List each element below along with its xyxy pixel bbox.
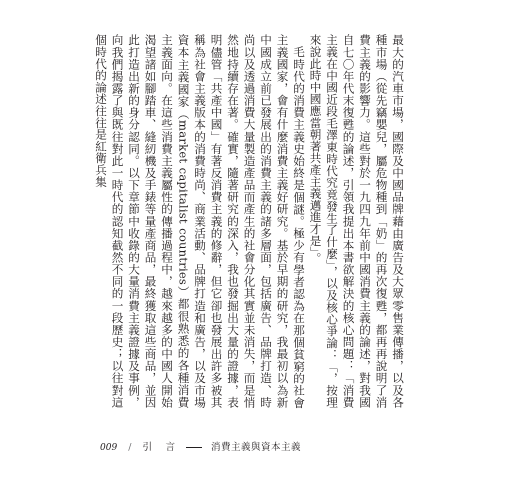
section-label: 引 言 [142,442,177,453]
footer-dash-rule [186,447,202,448]
running-title: 消費主義與資本主義 [211,442,302,453]
body-text-column-block [94,34,406,408]
paragraph: 毛時代的消費主義史始終是個謎。極少有學者認為在那個貧窮的社會主義國家，會有什麼消費主義好研究。基於早期的研究，我最初以為新中國成立前已發展出的消費主義的諸多層面，包括廣告、品牌打造、時尚以及透過消費大量製造產品而產生的社會分化其實並未消失，而是悄然地持續存在著。確實，隨著研究的深入，我也發掘出大量的證據，表明儘管「共產中國」有著反消費主義的修辭，但它卻也發展出許多被其稱為社會主義版本的消費時尚、商業活動、品牌打造和廣告，以及市場資本主義國家（market capitalist countries）都很熟悉的各種消費主義面向。在這些消費主義屬性的傳播過程中，越來越多的中國人開始渴望諸如腳踏車、縫紉機及手錶等量產商品，最終獲取這些商品，並因此打造出新的身分認同。以下章節中收錄的大量消費主義證據及事例，向我們揭露了與既往對此一時代的認知截然不同的一段歷史；以往對這個時代的論述往往是紅衛兵集 [94,34,306,408]
page-number: 009 [100,443,118,453]
paragraph: 最大的汽車市場，國際及中國品牌藉由廣告及大眾零售業傳播，以及各種市場（從先竊嬰兒，屬危物種到「奶」的再次復甦，都再再說明了消費主義的影響力。這些對於一九四九年前中國消費主義的論述，對我國自七〇年代末復甦的論述，引領我提出本書欲解決的核心問題：「消費主義在中國近段毛澤東時代究竟發生了什麼」，以及核心爭論：「，按理來說此時中國應當朝著共產主義邁進才是」。 [308,34,405,408]
page-footer [100,440,301,456]
footer-separator: / [128,442,132,453]
